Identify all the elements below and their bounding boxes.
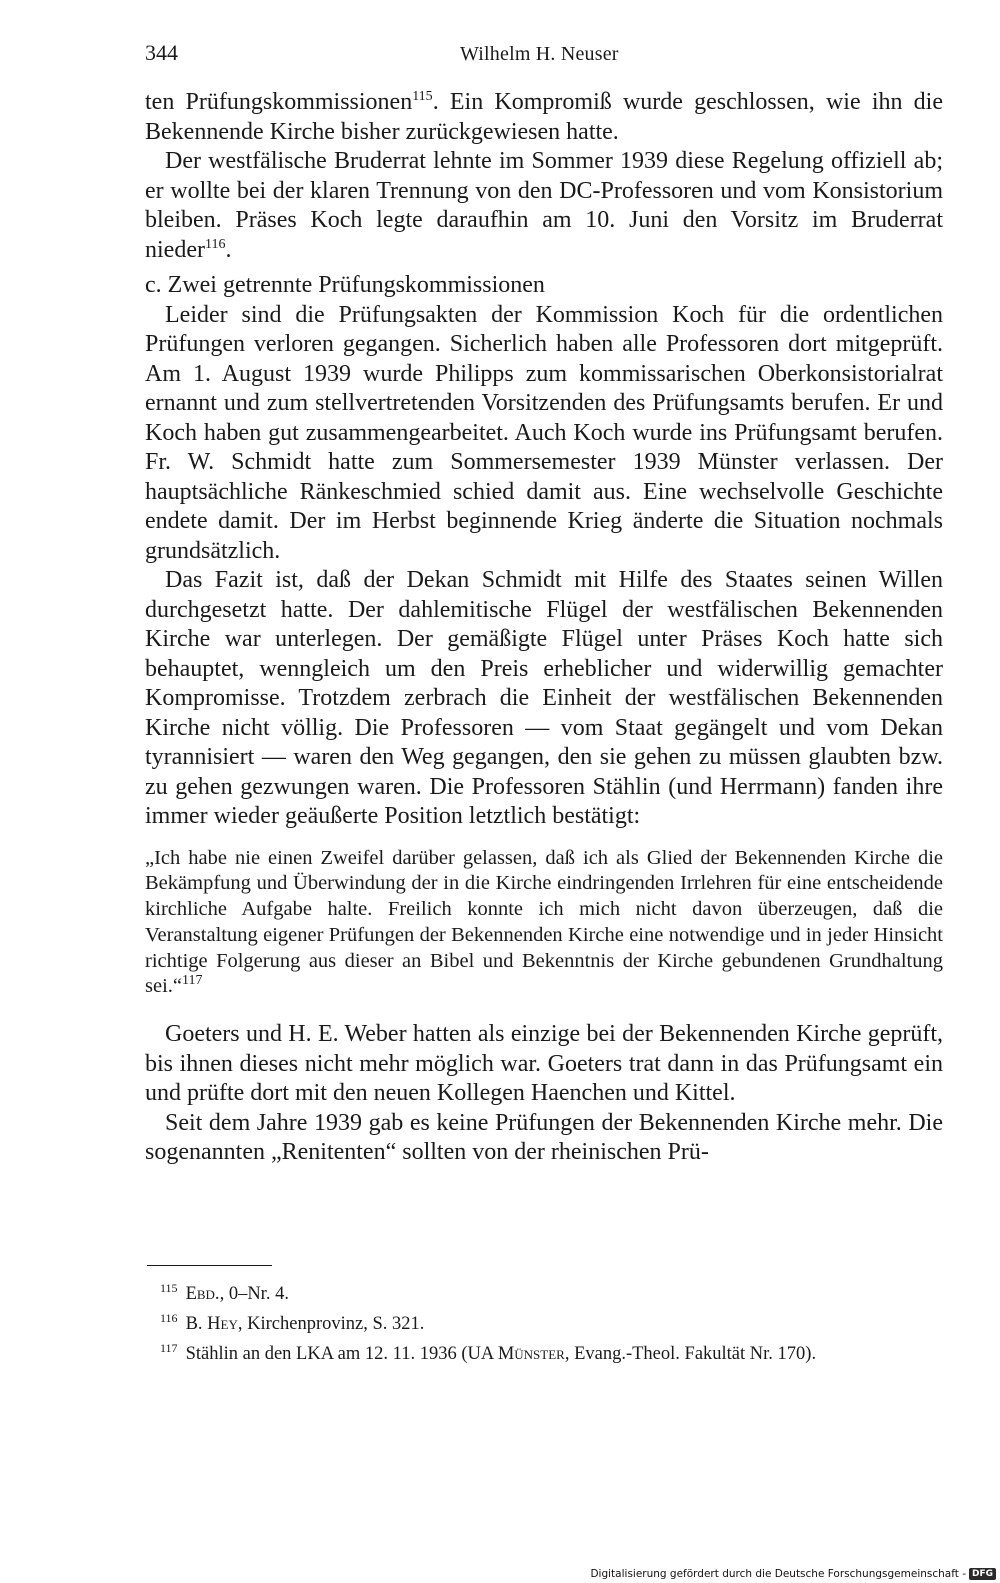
footnote-115	[160, 1276, 950, 1306]
footnote-pre: B.	[185, 1314, 208, 1335]
body-text	[145, 88, 943, 1168]
footnote-source: Münster	[497, 1344, 565, 1365]
footnote-text: , Kirchenprovinz, S. 321.	[237, 1314, 425, 1335]
dfg-credit-text: Digitalisierung gefördert durch die Deutsche Forschungsgemeinschaft -	[590, 1568, 966, 1580]
footnote-number: 117	[160, 1341, 178, 1356]
footnote-number: 116	[160, 1311, 178, 1326]
paragraph-1-text: ten Prüfungskommissionen	[145, 89, 413, 115]
footnote-text: , Evang.-Theol. Fakultät Nr. 170).	[564, 1344, 817, 1365]
dfg-logo-icon: DFG	[969, 1568, 996, 1580]
paragraph-1-tail: . Ein Kompromiß wurde geschlossen, wie ihn die Bekennende Kirche bisher zurückgewiesen hatte.	[145, 89, 943, 145]
footnote-pre: Stählin an den LKA am 12. 11. 1936 (UA	[185, 1344, 498, 1365]
paragraph-5: Goeters und H. E. Weber hatten als einzige bei der Bekennenden Kirche geprüft, bis ihnen dieses nicht mehr möglich war. Goeters trat dann in das Prüfungsamt ein und prüfte dort mit den neuen Kollegen Haenchen und Kittel.	[145, 1021, 943, 1107]
paragraph-2	[145, 147, 943, 265]
dfg-credit	[590, 1568, 996, 1580]
running-head	[145, 40, 945, 70]
running-title: Wilhelm H. Neuser	[460, 43, 619, 65]
footnote-source: Hey	[207, 1314, 238, 1335]
footnote-ref-115: 115	[412, 89, 433, 104]
footnote-number: 115	[160, 1281, 178, 1295]
paragraph-3: Leider sind die Prüfungsakten der Kommission Koch für die ordentlichen Prüfungen verloren gegangen. Sicherlich haben alle Professoren dort mitgeprüft. Am 1. August 1939 wurde Philipps zum kommissarischen Oberkonsistorialrat ernannt und zum stellvertretenden Vorsitzenden des Prüfungsamts berufen. Er und Koch haben gut zusammengearbeitet. Auch Koch wurde ins Prüfungsamt berufen. Fr. W. Schmidt hatte zum Sommersemester 1939 Münster verlassen. Der hauptsächliche Ränkeschmied schied damit aus. Eine wechselvolle Geschichte endete damit. Der im Herbst beginnende Krieg änderte die Situation nochmals grundsätzlich.	[145, 301, 943, 564]
footnote-text: , 0–Nr. 4.	[219, 1284, 289, 1305]
footnotes	[160, 1276, 950, 1366]
paragraph-4: Das Fazit ist, daß der Dekan Schmidt mit Hilfe des Staates seinen Willen durchgesetzt hatte. Der dahlemitische Flügel der westfälischen Bekennenden Kirche war unterlegen. Der gemäßigte Flügel unter Präses Koch hatte sich behauptet, wenngleich um den Preis erheblicher und widerwillig gemachter Kompromisse. Trotzdem zerbrach die Einheit der westfälischen Bekennenden Kirche nicht völlig. Die Professoren — vom Staat gegängelt und vom Dekan tyrannisiert — waren den Weg gegangen, den sie gehen zu müssen glaubten bzw. zu gehen gezwungen waren. Die Professoren Stählin (und Herrmann) fanden ihre immer wieder geäußerte Position letztlich bestätigt:	[145, 567, 943, 829]
block-quote-text: „Ich habe nie einen Zweifel darüber gelassen, daß ich als Glied der Bekennenden Kirche die Bekämpfung und Überwindung der in die Kirche eindringenden Irrlehren für eine entscheidende kirchliche Aufgabe halte. Freilich konnte ich mich nicht davon überzeugen, daß die Veranstaltung eigener Prüfungen der Bekennenden Kirche eine notwendige und in jeder Hinsicht richtige Folgerung aus dieser an Bibel und Bekenntnis der Kirche gebundenen Grundhaltung sei.“	[145, 846, 943, 998]
paragraph-6: Seit dem Jahre 1939 gab es keine Prüfungen der Bekennenden Kirche mehr. Die sogenannten „Renitenten“ sollten von der rheinischen Prü-	[145, 1109, 943, 1166]
paragraph-2-tail: .	[225, 236, 232, 263]
paragraph-1	[145, 88, 943, 147]
page-number: 344	[145, 40, 178, 65]
footnote-ref-116: 116	[204, 236, 226, 252]
section-heading: c. Zwei getrennte Prüfungskommissionen	[145, 272, 545, 298]
footnote-ref-117: 117	[182, 973, 203, 989]
block-quote	[145, 846, 943, 1001]
footnote-116	[160, 1306, 950, 1336]
footnote-117	[160, 1336, 950, 1366]
footnote-source: Ebd.	[185, 1284, 220, 1305]
paragraph-2-text: Der westfälische Bruderrat lehnte im Sommer 1939 diese Regelung offiziell ab; er wollte bei der klaren Trennung von den DC-Professoren und vom Konsistorium bleiben. Präses Koch legte daraufhin am 10. Juni den Vorsitz im Bruderrat nieder	[145, 148, 943, 263]
footnote-rule	[147, 1265, 272, 1266]
